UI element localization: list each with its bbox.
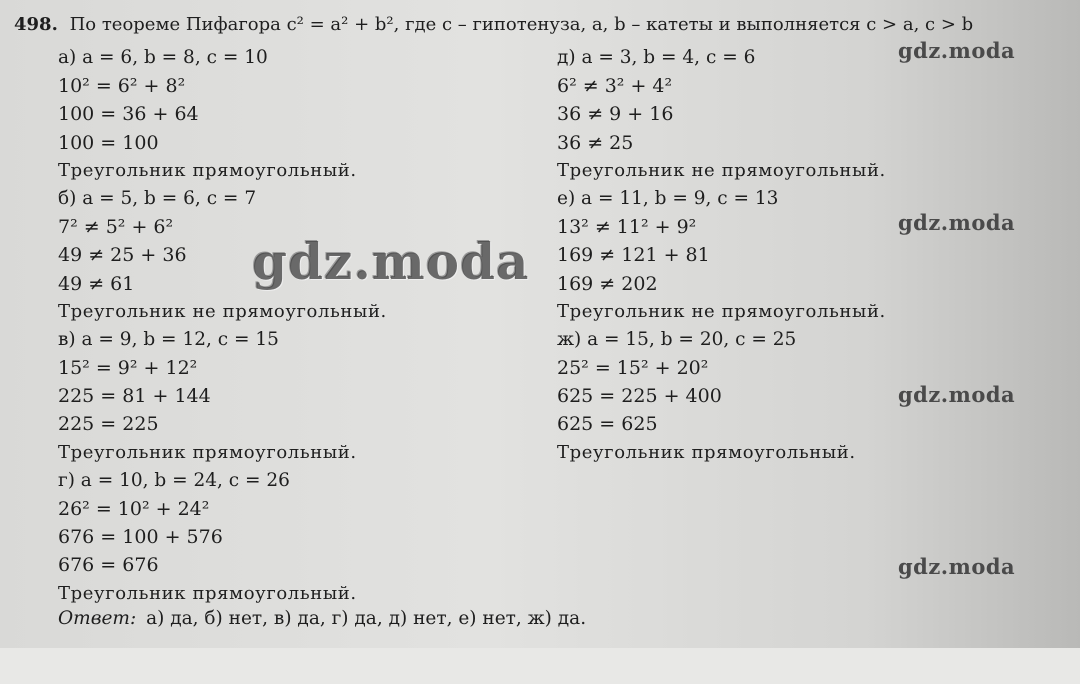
equation-line: 676 = 676 bbox=[58, 554, 159, 577]
case-conclusion: Треугольник прямоугольный. bbox=[58, 159, 357, 181]
case-condition: д) a = 3, b = 4, c = 6 bbox=[557, 47, 756, 68]
equation-line: 36 ≠ 25 bbox=[557, 131, 634, 154]
case-a bbox=[58, 44, 387, 185]
page-margin bbox=[0, 648, 1080, 684]
answer-text: а) да, б) нет, в) да, г) да, д) нет, е) нет, ж) да. bbox=[146, 608, 587, 629]
case-conclusion: Треугольник прямоугольный. bbox=[58, 582, 357, 604]
equation-line: 49 ≠ 61 bbox=[58, 272, 135, 295]
case-conclusion: Треугольник прямоугольный. bbox=[58, 441, 357, 463]
watermark: gdz.moda bbox=[898, 382, 1016, 407]
equation-line: 7² ≠ 5² + 6² bbox=[58, 216, 174, 239]
equation-line: 6² ≠ 3² + 4² bbox=[557, 75, 673, 98]
equation-line: 25² = 15² + 20² bbox=[557, 357, 709, 380]
equation-line: 225 = 225 bbox=[58, 413, 159, 436]
equation-line: 15² = 9² + 12² bbox=[58, 357, 198, 380]
equation-line: 49 ≠ 25 + 36 bbox=[58, 244, 187, 267]
answer-label: Ответ: bbox=[58, 608, 137, 629]
case-conclusion: Треугольник не прямоугольный. bbox=[58, 300, 387, 322]
equation-line: 625 = 225 + 400 bbox=[557, 385, 722, 408]
equation-line: 26² = 10² + 24² bbox=[58, 498, 210, 520]
case-g bbox=[58, 467, 387, 608]
equation-line: 676 = 100 + 576 bbox=[58, 526, 223, 549]
case-condition: б) a = 5, b = 6, c = 7 bbox=[58, 187, 257, 209]
equation-line: 100 = 36 + 64 bbox=[58, 103, 199, 126]
watermark-large: gdz.moda bbox=[252, 232, 530, 291]
case-condition: г) a = 10, b = 24, c = 26 bbox=[58, 469, 290, 491]
case-condition: в) a = 9, b = 12, c = 15 bbox=[58, 328, 279, 350]
problem-statement: По теореме Пифагора c² = a² + b², где c – гипотенуза, a, b – катеты и выполняется c > a, c > b bbox=[69, 14, 974, 35]
problem-header bbox=[14, 14, 1074, 35]
equation-line: 13² ≠ 11² + 9² bbox=[557, 216, 697, 239]
solution-column-right bbox=[557, 44, 886, 467]
watermark: gdz.moda bbox=[898, 38, 1016, 63]
equation-line: 625 = 625 bbox=[557, 413, 658, 436]
equation-line: 100 = 100 bbox=[58, 131, 159, 154]
problem-number: 498. bbox=[14, 14, 58, 35]
answer-line bbox=[58, 608, 586, 629]
case-e bbox=[557, 185, 886, 326]
watermark: gdz.moda bbox=[898, 210, 1016, 235]
equation-line: 10² = 6² + 8² bbox=[58, 75, 186, 98]
case-condition: е) a = 11, b = 9, c = 13 bbox=[557, 187, 779, 209]
watermark: gdz.moda bbox=[898, 554, 1016, 579]
solution-column-left bbox=[58, 44, 387, 608]
equation-line: 169 ≠ 121 + 81 bbox=[557, 244, 710, 267]
equation-line: 169 ≠ 202 bbox=[557, 272, 658, 295]
equation-line: 36 ≠ 9 + 16 bbox=[557, 103, 674, 126]
equation-line: 225 = 81 + 144 bbox=[58, 385, 211, 408]
case-zh bbox=[557, 326, 886, 467]
case-condition: ж) a = 15, b = 20, c = 25 bbox=[557, 328, 797, 350]
case-conclusion: Треугольник не прямоугольный. bbox=[557, 300, 886, 322]
case-condition: а) a = 6, b = 8, c = 10 bbox=[58, 47, 268, 68]
case-conclusion: Треугольник прямоугольный. bbox=[557, 441, 856, 463]
case-conclusion: Треугольник не прямоугольный. bbox=[557, 159, 886, 181]
case-d bbox=[557, 44, 886, 185]
case-v bbox=[58, 326, 387, 467]
